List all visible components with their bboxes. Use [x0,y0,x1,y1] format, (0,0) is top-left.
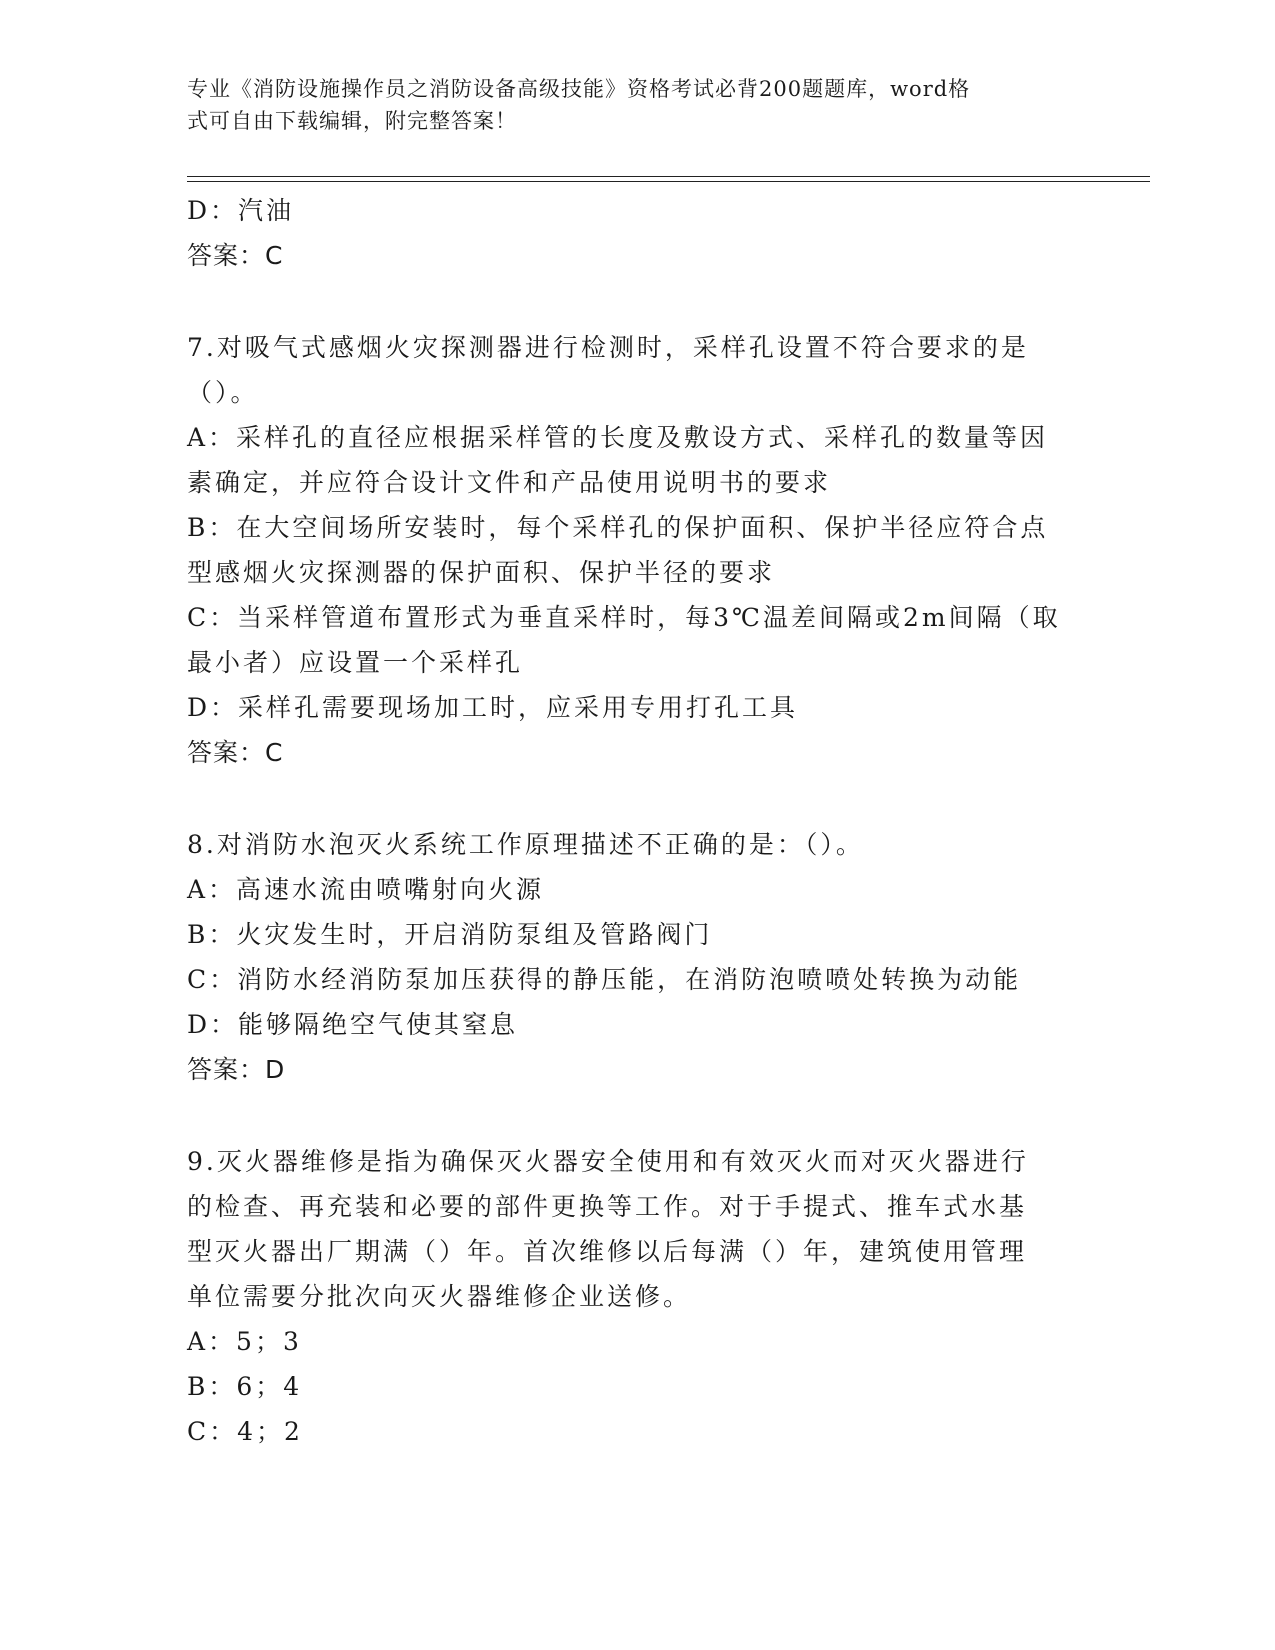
option-d: D：汽油 [187,196,295,225]
question-stem: 的检查、再充装和必要的部件更换等工作。对于手提式、推车式水基 [187,1192,1028,1221]
question-7 [187,325,1087,775]
question-stem: 型灭火器出厂期满（）年。首次维修以后每满（）年，建筑使用管理 [187,1237,1028,1266]
answer-line: 答案：D [187,1055,286,1084]
header-line-1: 专业《消防设施操作员之消防设备高级技能》资格考试必背200题题库，word格 [187,77,971,101]
question-8 [187,822,1087,1092]
question-stem: 9.灭火器维修是指为确保灭火器安全使用和有效灭火而对灭火器进行 [187,1147,1029,1176]
option-c-cont: 最小者）应设置一个采样孔 [187,648,524,677]
prev-question [187,188,1087,278]
option-d: D：能够隔绝空气使其窒息 [187,1010,519,1039]
question-stem: 8.对消防水泡灭火系统工作原理描述不正确的是：（）。 [187,830,864,859]
option-b: B：火灾发生时，开启消防泵组及管路阀门 [187,920,713,949]
document-body [187,188,1087,1454]
header-rule-top [187,176,1150,177]
option-b: B：在大空间场所安装时，每个采样孔的保护面积、保护半径应符合点 [187,513,1049,542]
header-line-2: 式可自由下载编辑，附完整答案！ [187,109,517,133]
answer-line: 答案：C [187,738,284,767]
option-c: C：4；2 [187,1417,303,1446]
option-b: B：6；4 [187,1372,303,1401]
answer-line: 答案：C [187,241,284,270]
option-c: C：消防水经消防泵加压获得的静压能，在消防泡喷喷处转换为动能 [187,965,1022,994]
document-header [187,73,1067,137]
question-stem: 7.对吸气式感烟火灾探测器进行检测时，采样孔设置不符合要求的是 [187,333,1029,362]
question-stem: （）。 [187,378,259,407]
option-a: A：5；3 [187,1327,302,1356]
question-stem: 单位需要分批次向灭火器维修企业送修。 [187,1282,692,1311]
option-d: D：采样孔需要现场加工时，应采用专用打孔工具 [187,693,799,722]
option-b-cont: 型感烟火灾探测器的保护面积、保护半径的要求 [187,558,776,587]
question-9 [187,1139,1087,1454]
option-a: A：采样孔的直径应根据采样管的长度及敷设方式、采样孔的数量等因 [187,423,1049,452]
option-c: C：当采样管道布置形式为垂直采样时，每3℃温差间隔或2m间隔（取 [187,603,1061,632]
header-rule-bottom [187,181,1150,182]
option-a: A：高速水流由喷嘴射向火源 [187,875,545,904]
option-a-cont: 素确定，并应符合设计文件和产品使用说明书的要求 [187,468,832,497]
